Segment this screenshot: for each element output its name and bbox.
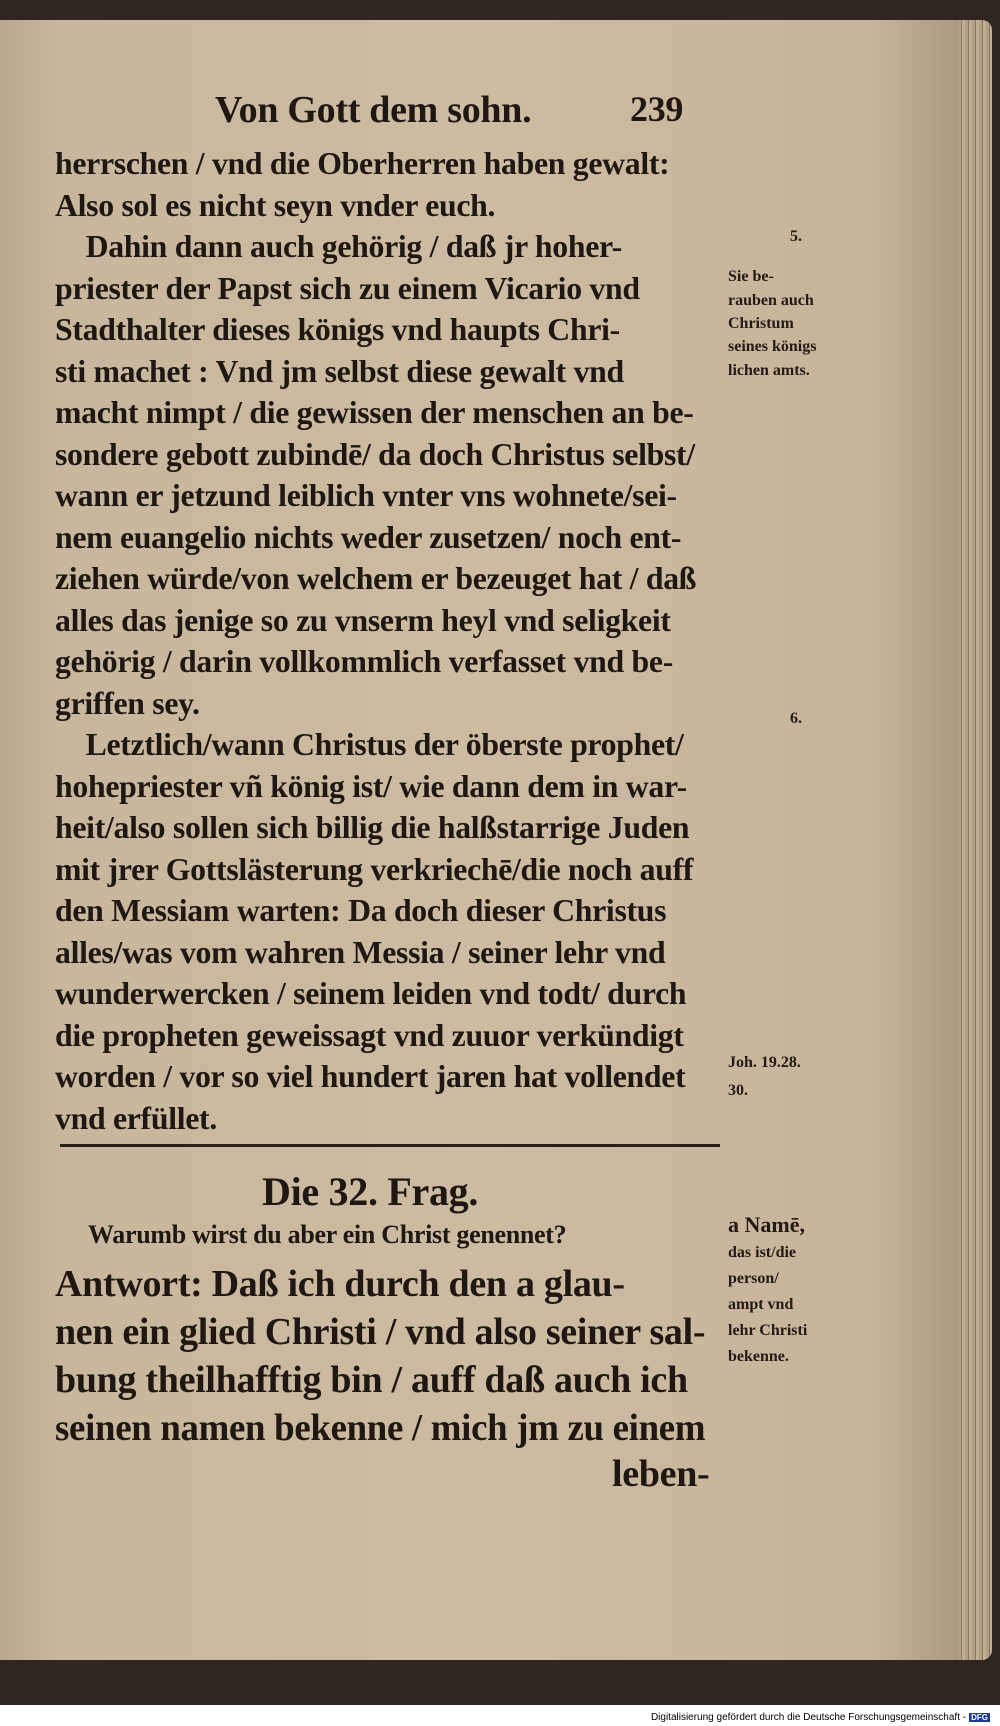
- running-header: Von Gott dem sohn.: [215, 89, 532, 131]
- answer-line: bung theilhafftig bin / auff daß auch ich: [55, 1359, 688, 1401]
- text-line: wunderwercken / seinem leiden vnd todt/ durch: [55, 975, 687, 1011]
- text-line: sti machet : Vnd jm selbst diese gewalt vnd: [55, 352, 624, 389]
- text-line: heit/also sollen sich billig die halßstarrige Juden: [55, 809, 690, 845]
- text-line: Letztlich/wann Christus der öberste prophet/: [55, 726, 684, 762]
- margin-note-line: 6.: [790, 710, 802, 727]
- question-heading: Die 32. Frag.: [262, 1169, 479, 1214]
- text-line: macht nimpt / die gewissen der menschen an be-: [55, 394, 694, 430]
- text-line: wann er jetzund leiblich vnter vns wohnete/sei-: [55, 477, 677, 513]
- text-line: priester der Papst sich zu einem Vicario vnd: [55, 269, 640, 306]
- margin-note-line: bekenne.: [728, 1348, 789, 1365]
- margin-note-line: 5.: [790, 228, 802, 245]
- text-line: alles/was vom wahren Messia / seiner lehr vnd: [55, 933, 666, 970]
- text-line: Stadthalter dieses königs vnd haupts Chri-: [55, 311, 620, 347]
- margin-note-line: rauben auch: [728, 292, 814, 309]
- margin-note-line: lehr Christi: [728, 1322, 808, 1339]
- margin-note-line: a Namē,: [728, 1212, 805, 1237]
- text-line: den Messiam warten: Da doch dieser Christus: [55, 892, 667, 928]
- page-edges: [958, 20, 992, 1660]
- text-line: Dahin dann auch gehörig / daß jr hoher-: [55, 228, 622, 264]
- margin-note-line: 30.: [728, 1082, 748, 1099]
- text-line: griffen sey.: [55, 684, 200, 721]
- page-number: 239: [630, 89, 684, 129]
- credit-text: Digitalisierung gefördert durch die Deutsche Forschungsgemeinschaft -: [650, 1712, 967, 1723]
- margin-note-line: lichen amts.: [728, 362, 810, 379]
- footer-credit: [651, 1712, 990, 1723]
- text-line: mit jrer Gottslästerung verkriechē/die noch auff: [55, 850, 694, 887]
- text-line: die propheten geweissagt vnd zuuor verkündigt: [55, 1016, 684, 1053]
- text-line: vnd erfüllet.: [55, 1099, 217, 1136]
- text-line: hohepriester vñ könig ist/ wie dann dem in war-: [55, 767, 687, 804]
- text-line: sondere gebott zubindē/ da doch Christus selbst/: [55, 435, 695, 472]
- text-line: ziehen würde/von welchem er bezeuget hat / daß: [55, 560, 697, 596]
- text-line: worden / vor so viel hundert jaren hat vollendet: [55, 1058, 686, 1094]
- margin-note-line: Sie be-: [728, 268, 774, 285]
- margin-note-line: Christum: [728, 315, 794, 332]
- answer-line: nen ein glied Christi / vnd also seiner sal-: [55, 1311, 706, 1353]
- margin-note-line: das ist/die: [728, 1244, 797, 1261]
- margin-note-line: Joh. 19.28.: [728, 1054, 801, 1071]
- dfg-logo: DFG: [971, 1713, 988, 1722]
- text-line: alles das jenige so zu vnserm heyl vnd seligkeit: [55, 601, 671, 638]
- text-line: gehörig / darin vollkommlich verfasset vnd be-: [55, 643, 673, 679]
- margin-note-line: ampt vnd: [728, 1296, 794, 1313]
- section-divider: [60, 1144, 720, 1147]
- text-line: herrschen / vnd die Oberherren haben gewalt:: [55, 145, 670, 181]
- answer-line: leben-: [612, 1453, 710, 1495]
- margin-note-line: seines königs: [728, 338, 817, 355]
- text-line: nem euangelio nichts weder zusetzen/ noch ent-: [55, 518, 682, 555]
- answer-line: seinen namen bekenne / mich jm zu einem: [55, 1407, 706, 1449]
- text-line: Also sol es nicht seyn vnder euch.: [55, 186, 496, 223]
- answer-line: Antwort: Daß ich durch den a glau-: [55, 1263, 625, 1305]
- question-text: Warumb wirst du aber ein Christ genennet?: [88, 1220, 567, 1249]
- margin-note-line: person/: [728, 1270, 779, 1287]
